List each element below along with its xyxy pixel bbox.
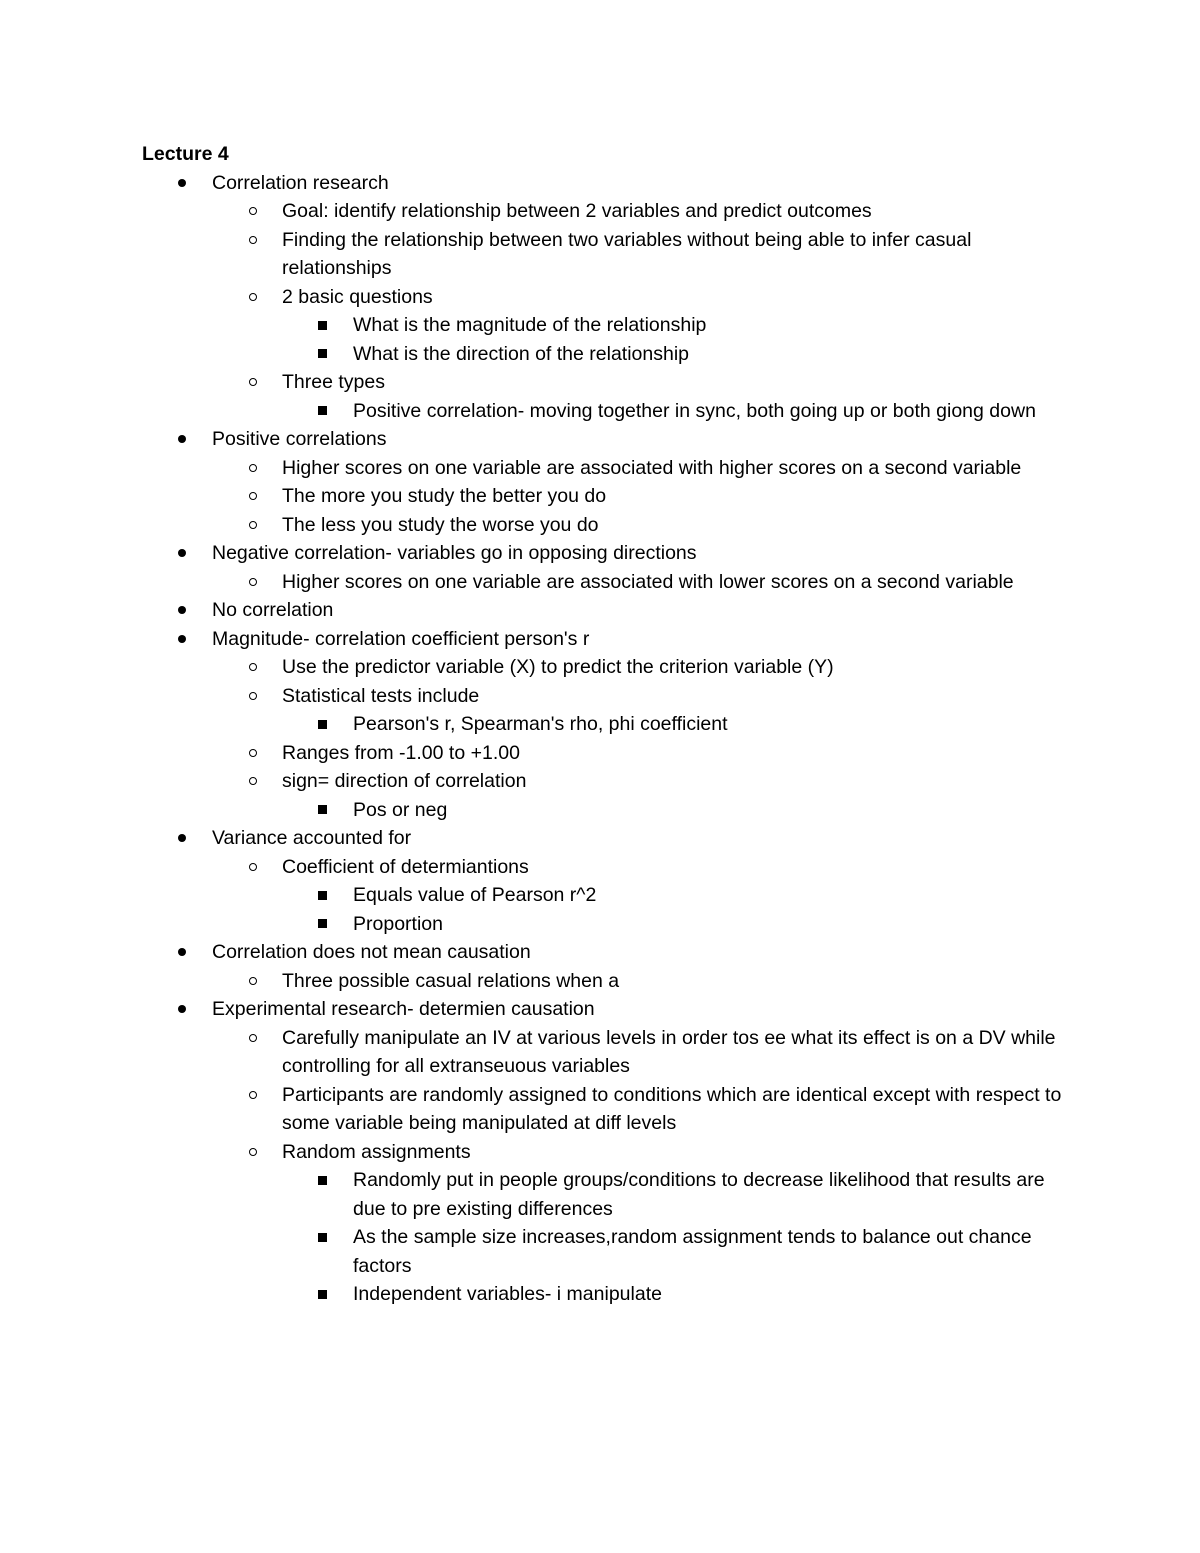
list-item (142, 824, 1062, 853)
bullet-icon (178, 425, 186, 454)
hollow-bullet-icon (249, 1024, 257, 1053)
hollow-bullet-icon (249, 568, 257, 597)
list-item-text: Three types (282, 371, 385, 393)
hollow-bullet-icon (249, 682, 257, 711)
list-item-text: Correlation does not mean causation (212, 941, 531, 963)
list-item (142, 1138, 1062, 1167)
hollow-bullet-icon (249, 1081, 257, 1110)
square-bullet-icon (318, 340, 327, 369)
list-item-text: Pos or neg (353, 798, 448, 821)
list-item (142, 653, 1062, 682)
hollow-bullet-icon (249, 226, 257, 255)
square-bullet-icon (318, 311, 327, 340)
bullet-icon (178, 169, 186, 198)
list-item-text: Independent variables- i manipulate (353, 1283, 662, 1305)
list-item (142, 169, 1062, 198)
list-item (142, 568, 1062, 597)
list-item (142, 197, 1062, 226)
list-item-text: Positive correlation- moving together in sync, both going up or both giong down (353, 399, 1036, 422)
hollow-bullet-icon (249, 739, 257, 768)
list-item-text: Randomly put in people groups/conditions to decrease likelihood that results are due to pre existing differences (353, 1169, 1045, 1220)
outline-list (142, 169, 1062, 1309)
page-title: Lecture 4 (142, 143, 229, 165)
document-page (142, 140, 1062, 1309)
list-item (142, 853, 1062, 882)
list-item-text: Carefully manipulate an IV at various levels in order tos ee what its effect is on a DV while controlling for all extranseuous variables (282, 1026, 1056, 1077)
bullet-icon (178, 824, 186, 853)
bullet-icon (178, 625, 186, 654)
list-item-text: Negative correlation- variables go in opposing directions (212, 542, 697, 564)
list-item (142, 796, 1062, 825)
list-item-text: Pearson's r, Spearman's rho, phi coefficient (353, 713, 728, 735)
list-item (142, 1280, 1062, 1309)
square-bullet-icon (318, 1280, 327, 1309)
square-bullet-icon (318, 881, 327, 910)
list-item-text: Finding the relationship between two variables without being able to infer casual relationships (282, 228, 972, 279)
list-item (142, 995, 1062, 1024)
list-item (142, 311, 1062, 340)
list-item (142, 710, 1062, 739)
square-bullet-icon (318, 1223, 327, 1252)
hollow-bullet-icon (249, 967, 257, 996)
list-item (142, 967, 1062, 996)
hollow-bullet-icon (249, 511, 257, 540)
list-item-text: Magnitude- correlation coefficient person's r (212, 627, 590, 650)
list-item (142, 1166, 1062, 1223)
list-item (142, 368, 1062, 397)
bullet-icon (178, 995, 186, 1024)
list-item-text: Random assignments (282, 1140, 471, 1163)
hollow-bullet-icon (249, 482, 257, 511)
list-item (142, 1223, 1062, 1280)
hollow-bullet-icon (249, 853, 257, 882)
list-item-text: What is the magnitude of the relationship (353, 314, 707, 336)
bullet-icon (178, 539, 186, 568)
hollow-bullet-icon (249, 767, 257, 796)
list-item-text: Correlation research (212, 171, 389, 194)
list-item (142, 340, 1062, 369)
list-item-text: Proportion (353, 912, 443, 935)
hollow-bullet-icon (249, 1138, 257, 1167)
hollow-bullet-icon (249, 653, 257, 682)
list-item (142, 454, 1062, 483)
hollow-bullet-icon (249, 197, 257, 226)
list-item (142, 226, 1062, 283)
list-item (142, 539, 1062, 568)
list-item-text: Higher scores on one variable are associated with lower scores on a second variable (282, 570, 1014, 593)
list-item (142, 596, 1062, 625)
list-item-text: Coefficient of determiantions (282, 855, 529, 878)
square-bullet-icon (318, 1166, 327, 1195)
list-item (142, 938, 1062, 967)
hollow-bullet-icon (249, 454, 257, 483)
list-item-text: Experimental research- determien causation (212, 998, 595, 1020)
list-item (142, 425, 1062, 454)
list-item (142, 767, 1062, 796)
list-item-text: Positive correlations (212, 428, 387, 450)
list-item-text: What is the direction of the relationship (353, 342, 690, 365)
list-item (142, 1081, 1062, 1138)
list-item-text: sign= direction of correlation (282, 770, 527, 792)
list-item-text: Goal: identify relationship between 2 variables and predict outcomes (282, 200, 872, 222)
hollow-bullet-icon (249, 368, 257, 397)
list-item (142, 482, 1062, 511)
list-item (142, 511, 1062, 540)
square-bullet-icon (318, 710, 327, 739)
list-item-text: Higher scores on one variable are associated with higher scores on a second variable (282, 456, 1022, 479)
list-item (142, 1024, 1062, 1081)
list-item (142, 739, 1062, 768)
square-bullet-icon (318, 796, 327, 825)
list-item (142, 625, 1062, 654)
bullet-icon (178, 596, 186, 625)
list-item (142, 283, 1062, 312)
list-item-text: Variance accounted for (212, 827, 412, 849)
list-item-text: Equals value of Pearson r^2 (353, 884, 597, 906)
hollow-bullet-icon (249, 283, 257, 312)
list-item-text: Ranges from -1.00 to +1.00 (282, 741, 520, 764)
list-item-text: Participants are randomly assigned to conditions which are identical except with respect to some variable being manipulated at diff levels (282, 1083, 1062, 1134)
list-item-text: Statistical tests include (282, 684, 480, 707)
list-item-text: The more you study the better you do (282, 485, 607, 507)
list-item-text: Three possible casual relations when a (282, 969, 620, 992)
list-item-text: No correlation (212, 599, 334, 621)
list-item-text: The less you study the worse you do (282, 513, 599, 536)
list-item-text: Use the predictor variable (X) to predict the criterion variable (Y) (282, 656, 834, 678)
list-item-text: As the sample size increases,random assignment tends to balance out chance factors (353, 1226, 1032, 1277)
list-item (142, 397, 1062, 426)
list-item (142, 682, 1062, 711)
square-bullet-icon (318, 910, 327, 939)
list-item (142, 881, 1062, 910)
list-item (142, 910, 1062, 939)
square-bullet-icon (318, 397, 327, 426)
list-item-text: 2 basic questions (282, 285, 433, 308)
bullet-icon (178, 938, 186, 967)
